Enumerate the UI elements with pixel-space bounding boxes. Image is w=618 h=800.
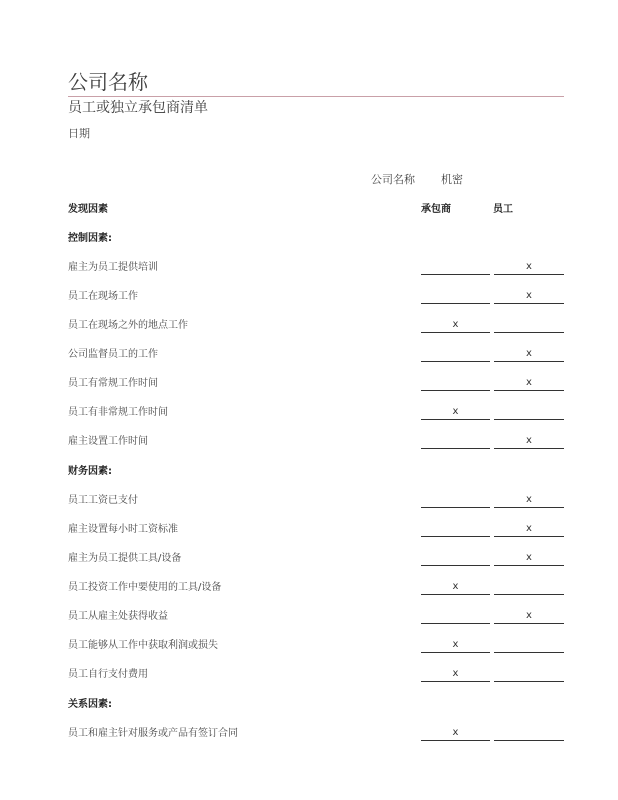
section-heading-relationship: 关系因素: (68, 699, 112, 710)
contractor-check-cell[interactable] (421, 348, 490, 362)
employee-check-cell[interactable]: x (494, 494, 564, 508)
column-header-contractor: 承包商 (421, 204, 451, 215)
employee-check-cell[interactable]: x (494, 552, 564, 566)
row-label: 员工自行支付费用 (68, 669, 148, 680)
employee-check-cell[interactable]: x (494, 261, 564, 275)
column-header-factor: 发现因素 (68, 204, 108, 215)
employee-check-cell[interactable] (494, 406, 564, 420)
row-label: 员工能够从工作中获取利润或损失 (68, 640, 218, 651)
row-label: 员工在现场工作 (68, 291, 138, 302)
row-label: 员工从雇主处获得收益 (68, 611, 168, 622)
employee-check-cell[interactable]: x (494, 610, 564, 624)
section-heading-financial: 财务因素: (68, 466, 112, 477)
document-title: 员工或独立承包商清单 (68, 100, 208, 116)
column-header-employee: 员工 (493, 204, 513, 215)
row-label: 员工在现场之外的地点工作 (68, 320, 188, 331)
employee-check-cell[interactable]: x (494, 348, 564, 362)
title-divider (68, 96, 564, 97)
contractor-check-cell[interactable] (421, 523, 490, 537)
row-label: 员工和雇主针对服务或产品有签订合同 (68, 728, 238, 739)
row-label: 雇主为员工提供工具/设备 (68, 553, 182, 564)
contractor-check-cell[interactable] (421, 610, 490, 624)
meta-company-name: 公司名称 (371, 173, 415, 186)
employee-check-cell[interactable] (494, 639, 564, 653)
date-label: 日期 (68, 127, 90, 140)
contractor-check-cell[interactable] (421, 435, 490, 449)
contractor-check-cell[interactable]: x (421, 406, 490, 420)
contractor-check-cell[interactable]: x (421, 668, 490, 682)
row-label: 公司监督员工的工作 (68, 349, 158, 360)
employee-check-cell[interactable] (494, 727, 564, 741)
company-name-title: 公司名称 (68, 70, 148, 94)
contractor-check-cell[interactable] (421, 290, 490, 304)
row-label: 员工投资工作中要使用的工具/设备 (68, 582, 222, 593)
employee-check-cell[interactable]: x (494, 523, 564, 537)
meta-confidential: 机密 (441, 173, 463, 186)
employee-check-cell[interactable]: x (494, 290, 564, 304)
contractor-check-cell[interactable]: x (421, 639, 490, 653)
row-label: 雇主设置每小时工资标准 (68, 524, 178, 535)
section-heading-control: 控制因素: (68, 233, 112, 244)
contractor-check-cell[interactable] (421, 377, 490, 391)
contractor-check-cell[interactable] (421, 261, 490, 275)
employee-check-cell[interactable] (494, 319, 564, 333)
row-label: 员工有非常规工作时间 (68, 407, 168, 418)
row-label: 员工有常规工作时间 (68, 378, 158, 389)
row-label: 员工工资已支付 (68, 495, 138, 506)
row-label: 雇主设置工作时间 (68, 436, 148, 447)
row-label: 雇主为员工提供培训 (68, 262, 158, 273)
employee-check-cell[interactable] (494, 668, 564, 682)
contractor-check-cell[interactable]: x (421, 727, 490, 741)
employee-check-cell[interactable]: x (494, 435, 564, 449)
contractor-check-cell[interactable]: x (421, 319, 490, 333)
employee-check-cell[interactable] (494, 581, 564, 595)
employee-check-cell[interactable]: x (494, 377, 564, 391)
contractor-check-cell[interactable]: x (421, 581, 490, 595)
contractor-check-cell[interactable] (421, 494, 490, 508)
contractor-check-cell[interactable] (421, 552, 490, 566)
